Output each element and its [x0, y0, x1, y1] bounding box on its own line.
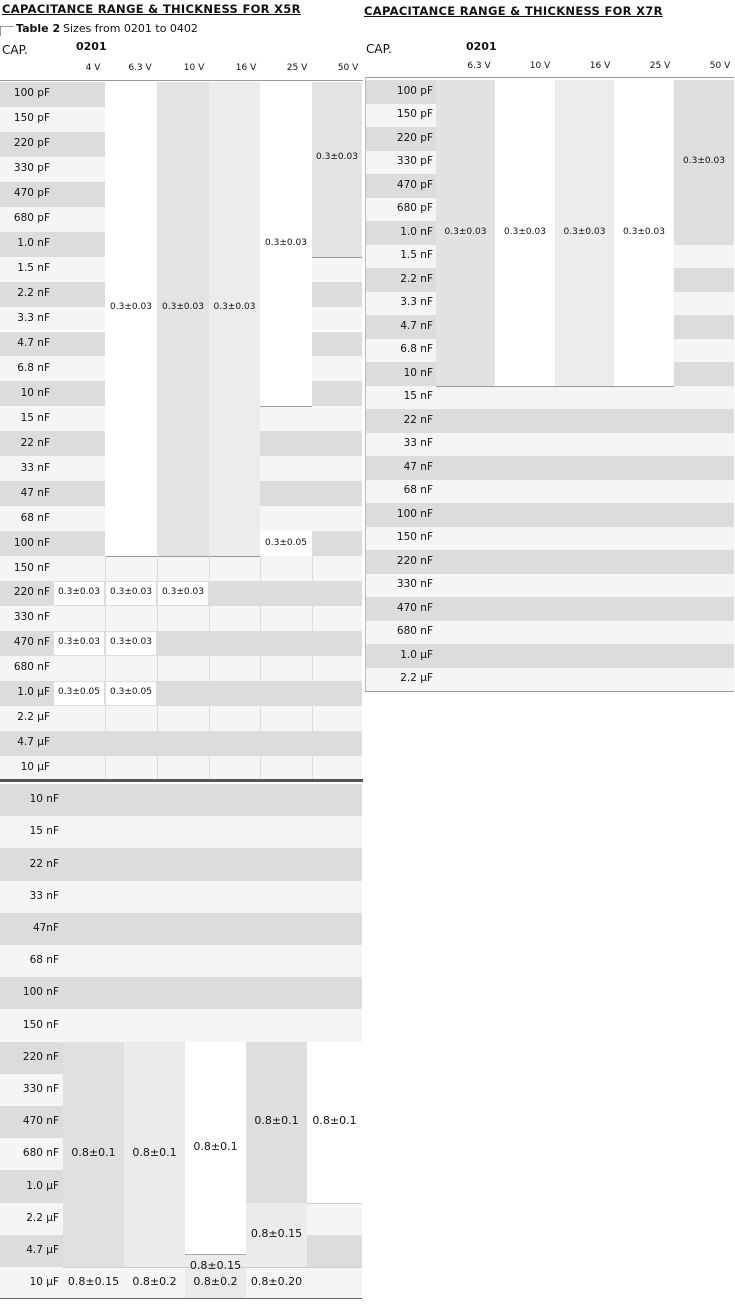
x5r-range-50v [312, 82, 362, 257]
x5r402-val-c3: 0.8±0.1 [193, 1139, 238, 1153]
x5r-val-25v: 0.3±0.03 [265, 238, 307, 249]
x5r402-row-label: 4.7 µF [26, 1243, 59, 1256]
table-rule [0, 26, 1, 36]
x5r-volt-50v: 50 V [337, 63, 359, 73]
x5r402-val-c1: 0.8±0.1 [71, 1146, 116, 1160]
x5r-row-label: 330 nF [13, 611, 50, 624]
x7r-row-label: 330 nF [396, 578, 433, 591]
x5r-row-label: 150 pF [13, 112, 50, 125]
x7r-row-label: 4.7 nF [400, 319, 433, 332]
x5r-cap-header: CAP. [2, 43, 28, 57]
x7r-row-label: 330 pF [396, 155, 433, 168]
x5r-col-rule [157, 556, 158, 781]
x5r402-row-label: 680 nF [22, 1147, 59, 1160]
x5r-val-1u-6v3: 0.3±0.05 [110, 687, 152, 698]
x5r-row-label: 330 pF [13, 162, 50, 175]
x5r-row-label: 1.5 nF [17, 262, 50, 275]
x7r-size-0201: 0201 [466, 40, 497, 53]
x7r-range-rule [436, 386, 674, 387]
x7r-row-label: 220 pF [396, 131, 433, 144]
row-stripe [0, 656, 362, 681]
row-stripe [0, 706, 362, 731]
x5r402-val-10u-c2: 0.8±0.2 [132, 1275, 177, 1289]
x5r-range-rule [312, 257, 362, 258]
x7r-row-label: 33 nF [403, 437, 433, 450]
x7r-row-label: 150 pF [396, 108, 433, 121]
row-stripe [0, 756, 362, 781]
x7r-row-label: 2.2 nF [400, 272, 433, 285]
x7r-volt-16v: 16 V [589, 61, 611, 71]
x7r-val-6v3: 0.3±0.03 [444, 226, 487, 237]
x5r402-val-c4-22u: 0.8±0.15 [250, 1226, 303, 1240]
x5r402-row-label: 470 nF [22, 1115, 59, 1128]
x5r-val-50v: 0.3±0.03 [316, 152, 358, 163]
x5r-volt-6v3: 6.3 V [128, 63, 152, 73]
x7r-row-label: 10 nF [403, 366, 433, 379]
row-stripe [0, 731, 362, 756]
x7r-val-50v: 0.3±0.03 [683, 156, 725, 167]
x7r-left-rule [365, 77, 366, 691]
x5r402-row-label: 33 nF [29, 889, 59, 902]
x5r-row-label: 470 pF [13, 187, 50, 200]
x7r-volt-50v: 50 V [709, 61, 731, 71]
x7r-val-10v: 0.3±0.03 [504, 226, 546, 237]
x5r-range-16v [209, 82, 260, 556]
row-stripe [0, 556, 362, 581]
x5r402-val-c3-47u: 0.8±0.15 [189, 1259, 242, 1272]
table-label: Table 2 [16, 22, 61, 35]
x5r-range-rule [260, 406, 312, 407]
x5r-row-label: 470 nF [13, 636, 50, 649]
x7r-volt-25v: 25 V [649, 61, 671, 71]
x5r-row-label: 47 nF [20, 486, 50, 499]
x7r-row-label: 470 pF [396, 178, 433, 191]
x7r-bottom-rule [365, 691, 734, 692]
x5r402-row-label: 220 nF [22, 1050, 59, 1063]
row-stripe [0, 606, 362, 631]
header-rule [0, 80, 363, 81]
x5r402-val-c2: 0.8±0.1 [132, 1146, 177, 1160]
x5r-val-16v: 0.3±0.03 [213, 301, 256, 312]
x5r402-val-10u-c4: 0.8±0.20 [250, 1275, 303, 1289]
x5r-val-6v3: 0.3±0.03 [110, 301, 152, 312]
x5r-volt-16v: 16 V [235, 63, 257, 73]
x5r-size-0201: 0201 [76, 40, 107, 53]
x5r402-row-label: 10 µF [29, 1276, 59, 1289]
x5r-col-rule [260, 556, 261, 781]
table-caption: Sizes from 0201 to 0402 [63, 22, 198, 35]
x5r402-row-label: 47nF [32, 921, 59, 934]
x5r402-rule [185, 1254, 246, 1255]
section-divider [0, 779, 363, 782]
x7r-row-label: 3.3 nF [400, 296, 433, 309]
x5r-volt-10v: 10 V [183, 63, 205, 73]
x5r-row-label: 3.3 nF [17, 312, 50, 325]
x7r-row-label: 680 pF [396, 202, 433, 215]
x7r-cap-header: CAP. [366, 42, 392, 56]
table-rule [0, 26, 14, 27]
x5r-row-label: 220 pF [13, 137, 50, 150]
x5r402-row-label: 15 nF [29, 825, 59, 838]
x7r-row-label: 1.5 nF [400, 249, 433, 262]
x5r-row-label: 2.2 nF [17, 287, 50, 300]
x5r-range-10v [157, 82, 209, 556]
header-rule [365, 77, 734, 78]
x5r-row-label: 4.7 nF [17, 336, 50, 349]
x5r-volt-4v: 4 V [85, 63, 101, 73]
x7r-row-label: 1.0 nF [400, 225, 433, 238]
x5r-row-label: 22 nF [20, 436, 50, 449]
x7r-row-label: 100 nF [396, 507, 433, 520]
x5r-row-label: 6.8 nF [17, 361, 50, 374]
x7r-val-25v: 0.3±0.03 [623, 226, 665, 237]
x5r-val-10v: 0.3±0.03 [162, 301, 204, 312]
x7r-row-label: 680 nF [396, 625, 433, 638]
x5r402-rule [307, 1203, 362, 1204]
x5r-row-label: 1.0 nF [17, 237, 50, 250]
x5r402-row-label: 68 nF [29, 954, 59, 967]
x7r-volt-6v3: 6.3 V [467, 61, 491, 71]
x5r-row-label: 680 nF [13, 661, 50, 674]
x7r-row-label: 15 nF [403, 390, 433, 403]
x5r-row-label: 100 pF [13, 87, 50, 100]
x5r402-row-label: 330 nF [22, 1082, 59, 1095]
x5r-row-label: 2.2 µF [17, 711, 50, 724]
x5r-col-rule [209, 556, 210, 781]
x5r-val-470n-4v: 0.3±0.03 [58, 637, 100, 648]
x7r-row-label: 2.2 µF [400, 672, 433, 685]
x7r-title: CAPACITANCE RANGE & THICKNESS FOR X7R [364, 4, 663, 18]
x7r-row-label: 150 nF [396, 531, 433, 544]
x5r-val-220n-6v3: 0.3±0.03 [110, 587, 152, 598]
x5r-row-label: 4.7 µF [17, 736, 50, 749]
x5r-row-label: 33 nF [20, 461, 50, 474]
x5r-title: CAPACITANCE RANGE & THICKNESS FOR X5R [2, 2, 301, 16]
x5r-row-label: 100 nF [13, 536, 50, 549]
x5r-range-rule [105, 556, 260, 557]
x5r402-val-10u-c1: 0.8±0.15 [67, 1275, 120, 1289]
x5r-row-label: 1.0 µF [17, 686, 50, 699]
x7r-row-label: 22 nF [403, 413, 433, 426]
x5r-col-rule [312, 556, 313, 781]
x5r-row-label: 68 nF [20, 511, 50, 524]
x7r-row-label: 1.0 µF [400, 648, 433, 661]
x5r-row-label: 150 nF [13, 561, 50, 574]
x5r-range-6v3 [105, 82, 157, 556]
x5r-row-label: 15 nF [20, 411, 50, 424]
x7r-row-label: 6.8 nF [400, 343, 433, 356]
x5r-val-220n-4v: 0.3±0.03 [58, 587, 100, 598]
x7r-val-16v: 0.3±0.03 [563, 226, 606, 237]
x5r-row-label: 10 µF [20, 761, 50, 774]
x5r-row-label: 680 pF [13, 212, 50, 225]
x5r402-val-10u-c3: 0.8±0.2 [193, 1275, 238, 1289]
x5r402-bottom-rule [0, 1298, 362, 1299]
x5r-row-label: 10 nF [20, 386, 50, 399]
x5r402-val-c4: 0.8±0.1 [254, 1114, 299, 1128]
x5r-row-label: 220 nF [13, 586, 50, 599]
x7r-volt-10v: 10 V [529, 61, 551, 71]
x5r402-row-label: 150 nF [22, 1018, 59, 1031]
x5r-val-470n-6v3: 0.3±0.03 [110, 637, 152, 648]
x7r-row-label: 47 nF [403, 460, 433, 473]
x5r-val-1u-4v: 0.3±0.05 [58, 687, 100, 698]
x5r-val-25v-100n: 0.3±0.05 [265, 537, 307, 548]
x5r402-row-label: 100 nF [22, 986, 59, 999]
x5r402-row-label: 10 nF [29, 793, 59, 806]
x5r402-val-c5: 0.8±0.1 [312, 1114, 357, 1128]
x7r-row-label: 220 nF [396, 554, 433, 567]
x5r-volt-25v: 25 V [286, 63, 308, 73]
x5r402-row-label: 1.0 µF [26, 1179, 59, 1192]
x7r-row-label: 100 pF [396, 84, 433, 97]
x5r402-row-label: 22 nF [29, 857, 59, 870]
x7r-row-label: 470 nF [396, 601, 433, 614]
x5r-col-rule [105, 556, 106, 781]
x5r-val-220n-10v: 0.3±0.03 [162, 587, 204, 598]
x5r402-row-label: 2.2 µF [26, 1211, 59, 1224]
x7r-row-label: 68 nF [403, 484, 433, 497]
